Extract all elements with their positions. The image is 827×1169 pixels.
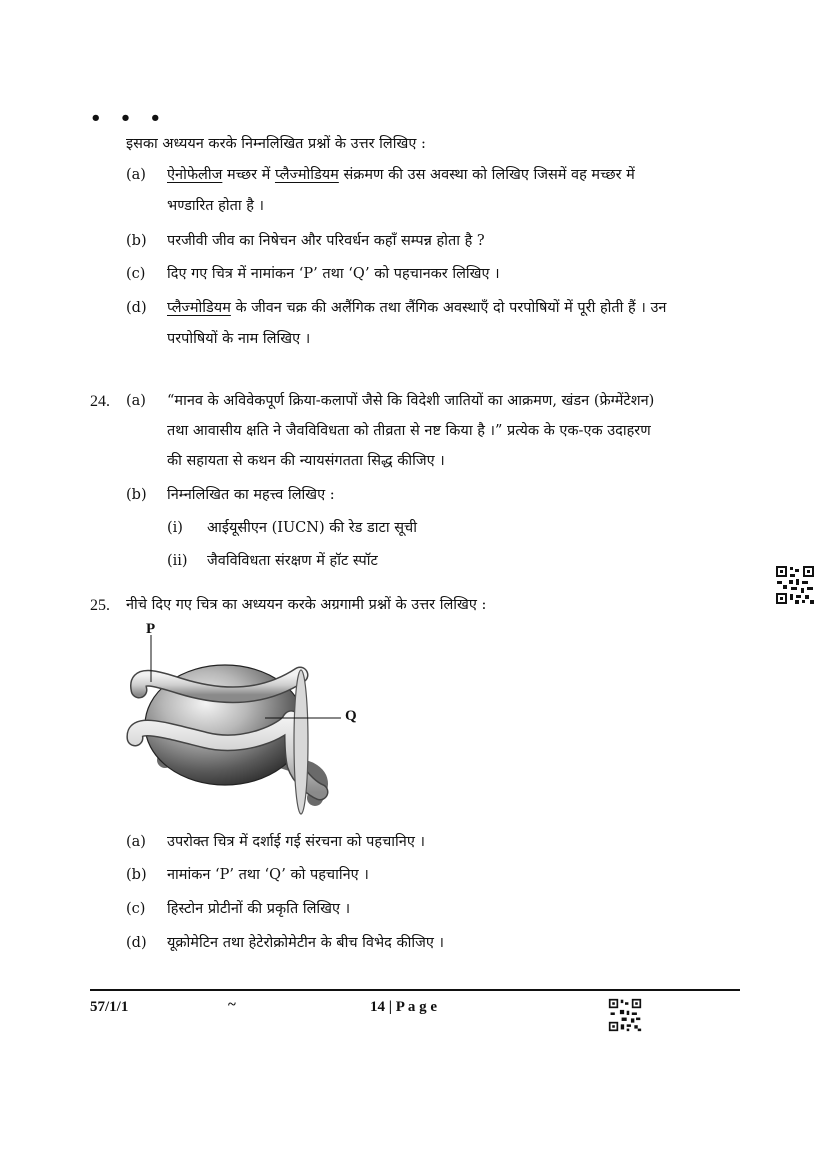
- q23-c-text: दिए गए चित्र में नामांकन ‘P’ तथा ‘Q’ को पहचानकर लिखिए ।: [167, 266, 500, 282]
- footer-paper-code: 57/1/1: [90, 999, 129, 1015]
- q23-a-line1: ऐनोफेलीज मच्छर में प्लैज्मोडियम संक्रमण की उस अवस्था को लिखिए जिसमें वह मच्छर में: [167, 167, 635, 183]
- q24-b-text: निम्नलिखित का महत्त्व लिखिए :: [167, 487, 335, 503]
- q25-a-text: उपरोक्त चित्र में दर्शाई गई संरचना को पहचानिए ।: [167, 834, 425, 850]
- footer-rule: [90, 989, 740, 991]
- continuation-dots: • • •: [90, 108, 168, 129]
- q23-a-label: (a): [126, 167, 146, 183]
- q25-c-text: हिस्टोन प्रोटीनों की प्रकृति लिखिए ।: [167, 901, 351, 917]
- q25-d-text: यूक्रोमेटिन तथा हेटेरोक्रोमेटीन के बीच विभेद कीजिए ।: [167, 935, 445, 951]
- plasmodium-term: प्लैज्मोडियम: [274, 167, 339, 183]
- intro-text: इसका अध्ययन करके निम्नलिखित प्रश्नों के उत्तर लिखिए :: [126, 136, 426, 152]
- q24-b-ii-text: जैवविविधता संरक्षण में हॉट स्पॉट: [207, 553, 378, 569]
- q24-a-label: (a): [126, 393, 146, 409]
- figure-label-p: P: [146, 621, 156, 637]
- figure-label-q: Q: [345, 708, 357, 724]
- q25-c-label: (c): [126, 901, 146, 917]
- footer-tilde: ~: [228, 997, 236, 1013]
- q25-b-label: (b): [126, 867, 147, 883]
- q23-d-line2: परपोषियों के नाम लिखिए ।: [167, 331, 311, 347]
- q24-number: 24.: [90, 393, 110, 410]
- q23-d-line1: प्लैज्मोडियम के जीवन चक्र की अलैंगिक तथा लैंगिक अवस्थाएँ दो परपोषियों में पूरी होती हैं । उन: [167, 300, 667, 316]
- q24-b-ii-label: (ii): [167, 553, 188, 569]
- nucleosome-figure: [125, 620, 380, 820]
- q23-b-label: (b): [126, 233, 147, 249]
- q24-a-line2: तथा आवासीय क्षति ने जैवविविधता को तीव्रता से नष्ट किया है ।” प्रत्येक के एक-एक उदाहरण: [167, 423, 651, 439]
- q24-b-i-text: आईयूसीएन (IUCN) की रेड डाटा सूची: [207, 520, 417, 536]
- q23-c-label: (c): [126, 266, 146, 282]
- q23-a-line2: भण्डारित होता है ।: [167, 198, 265, 214]
- q25-d-label: (d): [126, 935, 147, 951]
- plasmodium-term: प्लैज्मोडियम: [167, 300, 231, 316]
- q23-b-text: परजीवी जीव का निषेचन और परिवर्धन कहाँ सम्पन्न होता है ?: [167, 233, 485, 249]
- q24-a-line1: “मानव के अविवेकपूर्ण क्रिया-कलापों जैसे कि विदेशी जातियों का आक्रमण, खंडन (फ्रेग्मेंटेशन): [167, 393, 655, 409]
- q23-d-label: (d): [126, 300, 147, 316]
- q25-stem: नीचे दिए गए चित्र का अध्ययन करके अग्रगामी प्रश्नों के उत्तर लिखिए :: [126, 597, 487, 613]
- q25-a-label: (a): [126, 834, 146, 850]
- q24-a-line3: की सहायता से कथन की न्यायसंगतता सिद्ध कीजिए ।: [167, 453, 445, 469]
- footer-qr-code-icon: [608, 998, 642, 1032]
- h1-histone-disc: [294, 670, 308, 814]
- qr-code-icon: [775, 565, 815, 605]
- q24-b-i-label: (i): [167, 520, 183, 536]
- anopheles-term: ऐनोफेलीज: [167, 167, 223, 183]
- footer-page-number: 14 | P a g e: [370, 999, 438, 1015]
- q25-b-text: नामांकन ‘P’ तथा ‘Q’ को पहचानिए ।: [167, 867, 369, 883]
- q25-number: 25.: [90, 597, 110, 614]
- q24-b-label: (b): [126, 487, 147, 503]
